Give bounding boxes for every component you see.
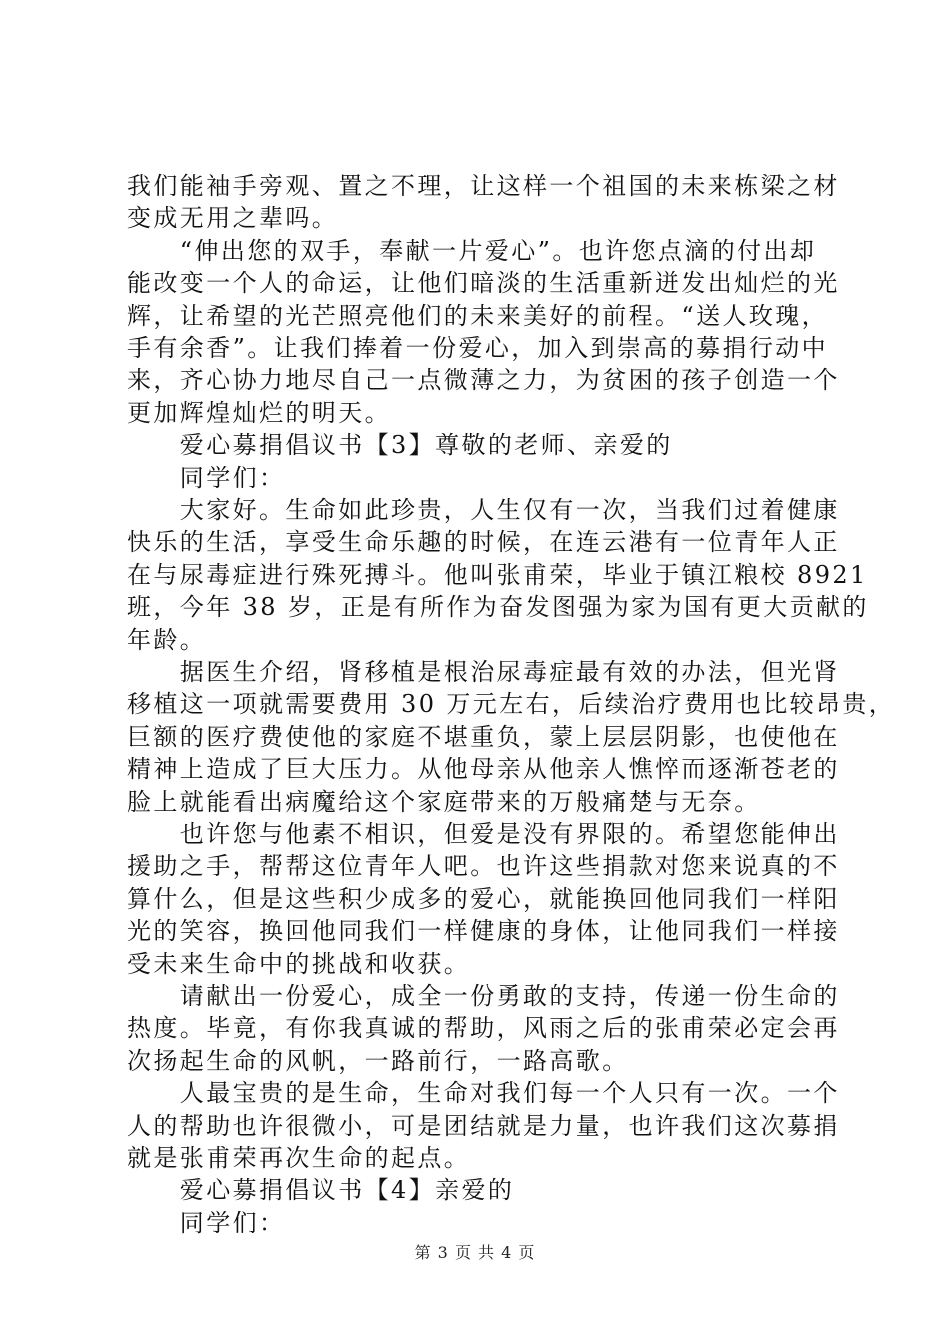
text-line: 移植这一项就需要费用 30 万元左右，后续治疗费用也比较昂贵，	[127, 690, 896, 719]
text-line: 脸上就能看出病魔给这个家庭带来的万般痛楚与无奈。	[127, 787, 761, 816]
text-line: 人最宝贵的是生命，生命对我们每一个人只有一次。一个	[179, 1079, 840, 1108]
text-line: 请献出一份爱心，成全一份勇敢的支持，传递一份生命的	[179, 982, 840, 1010]
text-line: 更加辉煌灿烂的明天。	[127, 398, 391, 427]
text-line: 爱心募捐倡议书【3】尊敬的老师、亲爱的	[179, 431, 673, 460]
text-line: 年龄。	[127, 625, 207, 654]
text-line: 同学们：	[179, 463, 286, 492]
text-line: 班，今年 38 岁，正是有所作为奋发图强为家为国有更大贡献的	[127, 593, 869, 622]
text-line: 人的帮助也许很微小，可是团结就是力量，也许我们这次募捐	[127, 1111, 840, 1140]
text-line: 援助之手，帮帮这位青年人吧。也许这些捐款对您来说真的不	[127, 852, 840, 881]
text-line: “伸出您的双手，奉献一片爱心”。也许您点滴的付出却	[179, 236, 817, 265]
text-line: 手有余香”。让我们捧着一份爱心，加入到崇高的募捐行动中	[127, 334, 829, 362]
text-line: 在与尿毒症进行殊死搏斗。他叫张甫荣，毕业于镇江粮校 8921	[127, 560, 868, 589]
text-line: 变成无用之辈吗。	[127, 204, 339, 233]
text-line: 巨额的医疗费使他的家庭不堪重负，蒙上层层阴影，也使他在	[127, 722, 840, 751]
text-line: 精神上造成了巨大压力。从他母亲从他亲人憔悴而逐渐苍老的	[127, 755, 840, 784]
text-line: 我们能袖手旁观、置之不理，让这样一个祖国的未来栋梁之材	[127, 172, 840, 200]
text-line: 光的笑容，换回他同我们一样健康的身体，让他同我们一样接	[127, 917, 840, 946]
text-line: 来，齐心协力地尽自己一点微薄之力，为贫困的孩子创造一个	[127, 366, 840, 395]
text-line: 据医生介绍，肾移植是根治尿毒症最有效的办法，但光肾	[179, 658, 840, 686]
text-line: 算什么，但是这些积少成多的爱心，就能换回他同我们一样阳	[127, 884, 840, 913]
text-line: 大家好。生命如此珍贵，人生仅有一次，当我们过着健康	[179, 496, 840, 524]
text-line: 能改变一个人的命运，让他们暗淡的生活重新迸发出灿烂的光	[127, 269, 840, 298]
text-line: 受未来生命中的挑战和收获。	[127, 949, 471, 978]
text-line: 也许您与他素不相识，但爱是没有界限的。希望您能伸出	[179, 820, 840, 848]
text-line: 辉，让希望的光芒照亮他们的未来美好的前程。“送人玫瑰，	[127, 301, 829, 330]
text-line: 热度。毕竟，有你我真诚的帮助，风雨之后的张甫荣必定会再	[127, 1014, 840, 1043]
text-line: 次扬起生命的风帆，一路前行，一路高歌。	[127, 1046, 629, 1075]
text-line: 爱心募捐倡议书【4】亲爱的	[179, 1176, 515, 1205]
text-line: 快乐的生活，享受生命乐趣的时候，在连云港有一位青年人正	[127, 528, 840, 557]
text-line: 就是张甫荣再次生命的起点。	[127, 1144, 471, 1172]
page-footer: 第 3 页 共 4 页	[414, 1243, 536, 1262]
text-line: 同学们：	[179, 1208, 286, 1237]
